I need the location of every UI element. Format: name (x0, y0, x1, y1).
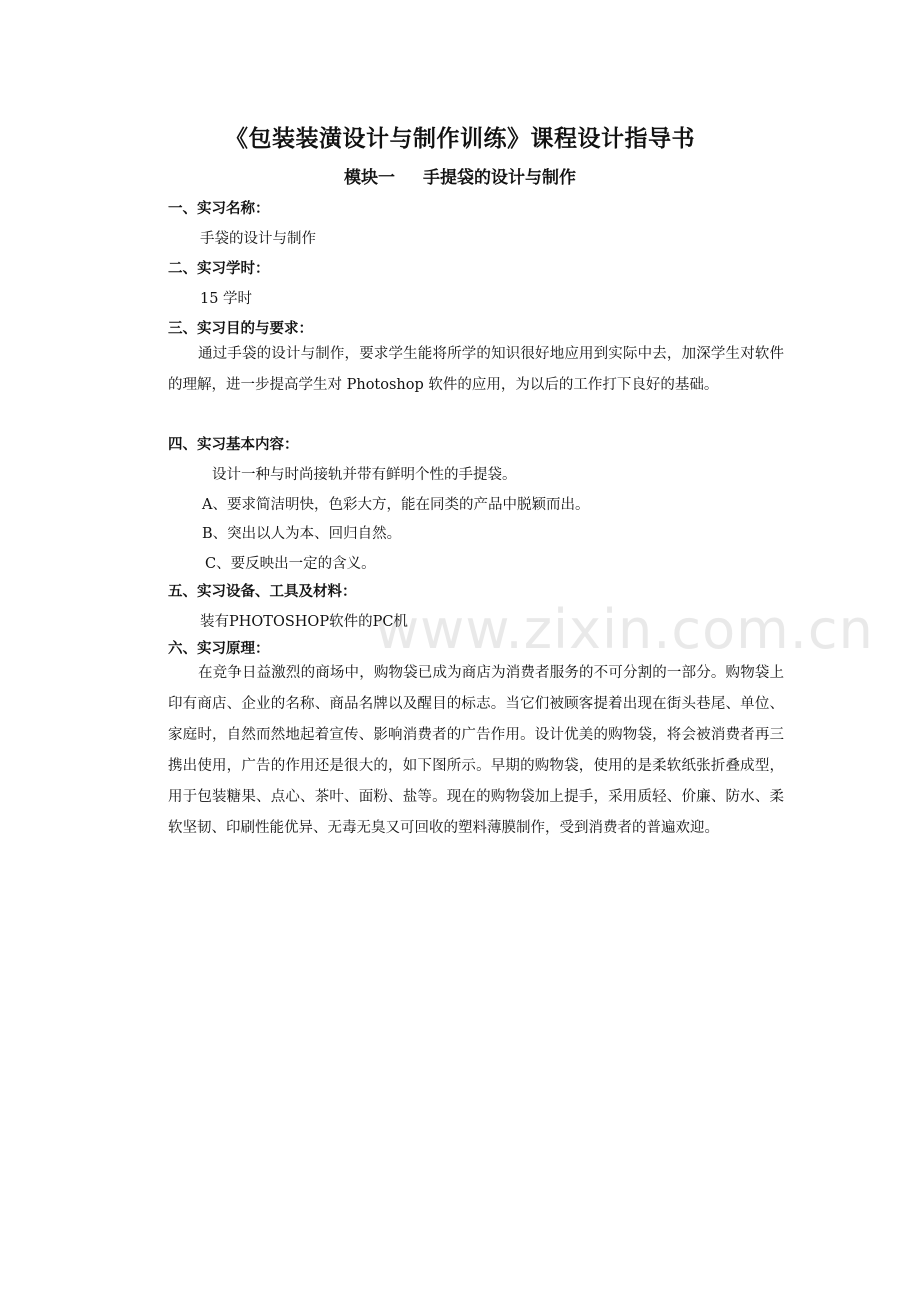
section-heading-6: 六、实习原理： (168, 640, 270, 657)
content-line: A、要求简洁明快，色彩大方，能在同类的产品中脱颖而出。 (202, 497, 590, 513)
section-heading-1: 一、实习名称： (168, 200, 270, 217)
module-label: 模块一 (344, 168, 395, 188)
section-heading-2: 二、实习学时： (168, 260, 270, 277)
content-line: 设计一种与时尚接轨并带有鲜明个性的手提袋。 (212, 467, 517, 483)
content-line: C、要反映出一定的含义。 (205, 556, 376, 572)
module-name: 手提袋的设计与制作 (423, 168, 576, 188)
document-title: 《包装装潢设计与制作训练》课程设计指导书 (225, 125, 695, 152)
section-heading-4: 四、实习基本内容： (168, 436, 299, 453)
section-paragraph-6: 在竞争日益激烈的商场中，购物袋已成为商店为消费者服务的不可分割的一部分。购物袋上印有商店、企业的名称、商品名牌以及醒目的标志。当它们被顾客提着出现在街头巷尾、单位、家庭时，自然而然地起着宣传、影响消费者的广告作用。设计优美的购物袋，将会被消费者再三携出使用，广告的作用还是很大的，如下图所示。早期的购物袋，使用的是柔软纸张折叠成型，用于包装糖果、点心、茶叶、面粉、盐等。现在的购物袋加上提手，采用质轻、价廉、防水、柔软坚韧、印刷性能优异、无毒无臭又可回收的塑料薄膜制作，受到消费者的普遍欢迎。 (168, 665, 784, 836)
module-subtitle (0, 163, 920, 188)
watermark-text: www.zixin.com.cn (375, 598, 874, 661)
section-heading-5: 五、实习设备、工具及材料： (168, 583, 357, 600)
section-content-2: 15 学时 (200, 291, 253, 307)
section-paragraph-3: 通过手袋的设计与制作，要求学生能将所学的知识很好地应用到实际中去，加深学生对软件的理解，进一步提高学生对 Photoshop 软件的应用，为以后的工作打下良好的基础。 (168, 346, 784, 393)
section-content-1: 手袋的设计与制作 (200, 231, 316, 247)
section-content-5: 装有PHOTOSHOP软件的PC机 (200, 614, 408, 630)
section-heading-3: 三、实习目的与要求： (168, 320, 313, 337)
content-line: B、突出以人为本、回归自然。 (202, 526, 402, 542)
